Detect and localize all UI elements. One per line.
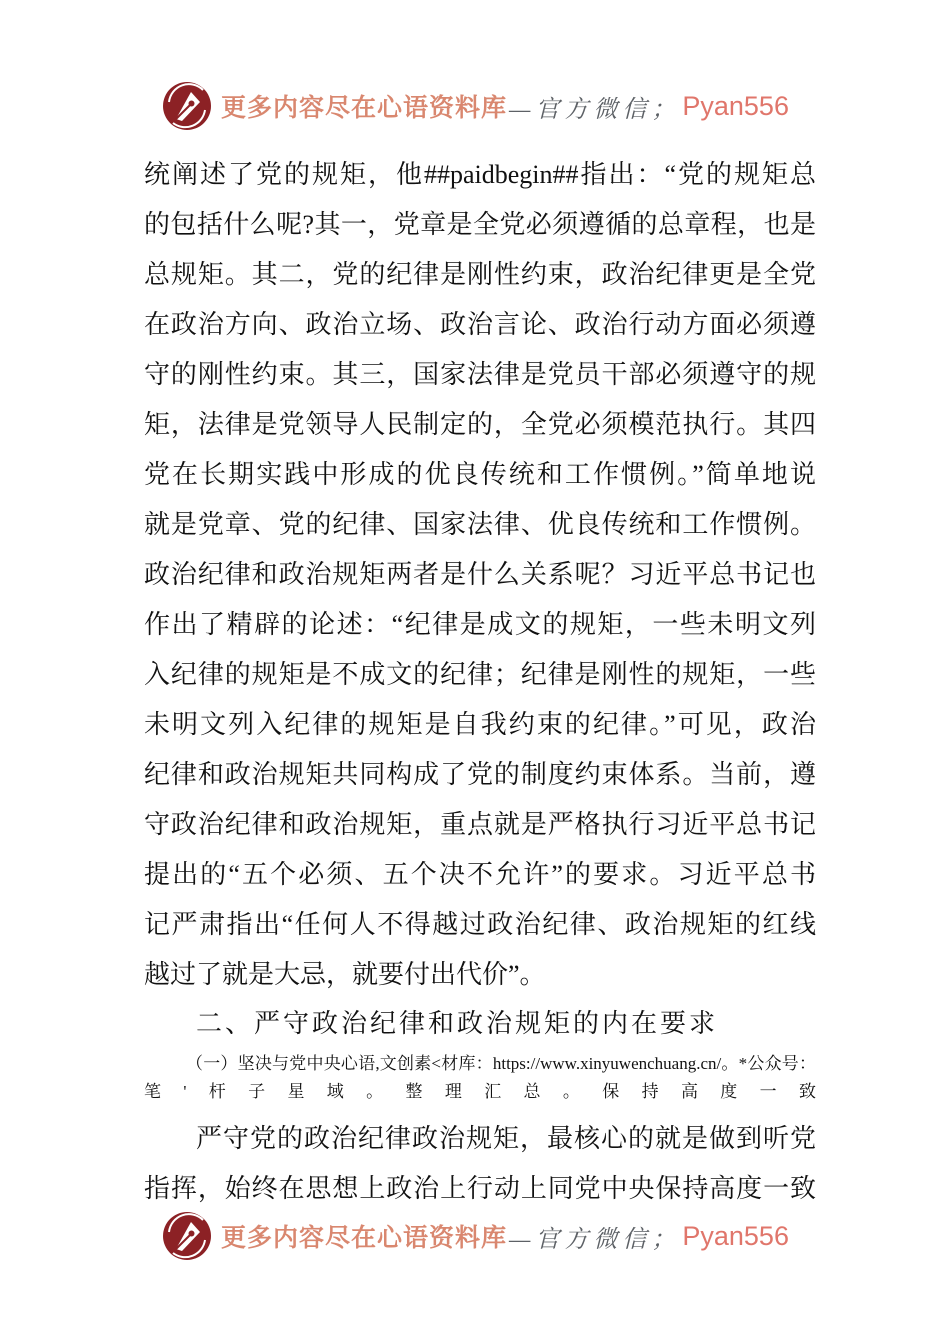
text-line: 在政治方向、政治立场、政治言论、政治行动方面必须遵 (144, 310, 816, 339)
text-line: 指挥，始终在思想上政治上行动上同党中央保持高度一致 (144, 1174, 816, 1203)
source-note (144, 1050, 816, 1106)
text-line: 入纪律的规矩是不成文的纪律；纪律是刚性的规矩，一些 (144, 660, 816, 689)
paragraph-core-requirement (144, 1114, 816, 1214)
text-line: 纪律和政治规矩共同构成了党的制度约束体系。当前，遵 (144, 760, 816, 789)
header-watermark (0, 80, 950, 132)
text-line: 提出的“五个必须、五个决不允许”的要求。习近平总书 (144, 860, 816, 889)
paragraph-party-rules (144, 150, 816, 1000)
text-line: 统阐述了党的规矩，他##paidbegin##指出：“党的规矩总 (144, 160, 816, 189)
watermark-wechat-label: —官方微信； (509, 96, 681, 123)
watermark-wechat-label: —官方微信； (509, 1226, 681, 1253)
text-line: 的包括什么呢?其一，党章是全党必须遵循的总章程，也是 (144, 210, 816, 239)
text-line: 守政治纪律和政治规矩，重点就是严格执行习近平总书记 (144, 810, 816, 839)
watermark-wechat-id: Pyan556 (682, 90, 789, 121)
text-line: 记严肃指出“任何人不得越过政治纪律、政治规矩的红线 (144, 910, 816, 939)
watermark-wechat-id: Pyan556 (682, 1220, 789, 1251)
pen-nib-circle-icon (161, 80, 213, 132)
text-line: 矩，法律是党领导人民制定的，全党必须模范执行。其四 (144, 410, 816, 439)
note-line: （一）坚决与党中央心语,文创素<材库：https://www.xinyuwenchuang.cn/。*公众号： (186, 1054, 816, 1073)
text-line: 就是党章、党的纪律、国家法律、优良传统和工作惯例。 (144, 510, 816, 539)
text-line: 政治纪律和政治规矩两者是什么关系呢？习近平总书记也 (144, 560, 816, 589)
note-line: 笔'杆子星域。整理汇总。保持高度一致 (144, 1082, 816, 1101)
pen-nib-circle-icon (161, 1210, 213, 1262)
document-body (144, 150, 816, 1214)
section-heading: 二、严守政治纪律和政治规矩的内在要求 (196, 1009, 719, 1038)
watermark-title-text: 更多内容尽在心语资料库 (221, 1225, 508, 1252)
text-line: 越过了就是大忌，就要付出代价”。 (144, 960, 546, 989)
text-line: 守的刚性约束。其三，国家法律是党员干部必须遵守的规 (144, 360, 816, 389)
text-line: 党在长期实践中形成的优良传统和工作惯例。”简单地说 (144, 460, 816, 489)
text-line: 作出了精辟的论述：“纪律是成文的规矩，一些未明文列 (144, 610, 816, 639)
watermark-title-text: 更多内容尽在心语资料库 (221, 95, 508, 122)
text-line: 严守党的政治纪律政治规矩，最核心的就是做到听党 (196, 1124, 816, 1153)
footer-watermark (0, 1210, 950, 1262)
text-line: 未明文列入纪律的规矩是自我约束的纪律。”可见，政治 (144, 710, 816, 739)
text-line: 总规矩。其二，党的纪律是刚性约束，政治纪律更是全党 (144, 260, 816, 289)
